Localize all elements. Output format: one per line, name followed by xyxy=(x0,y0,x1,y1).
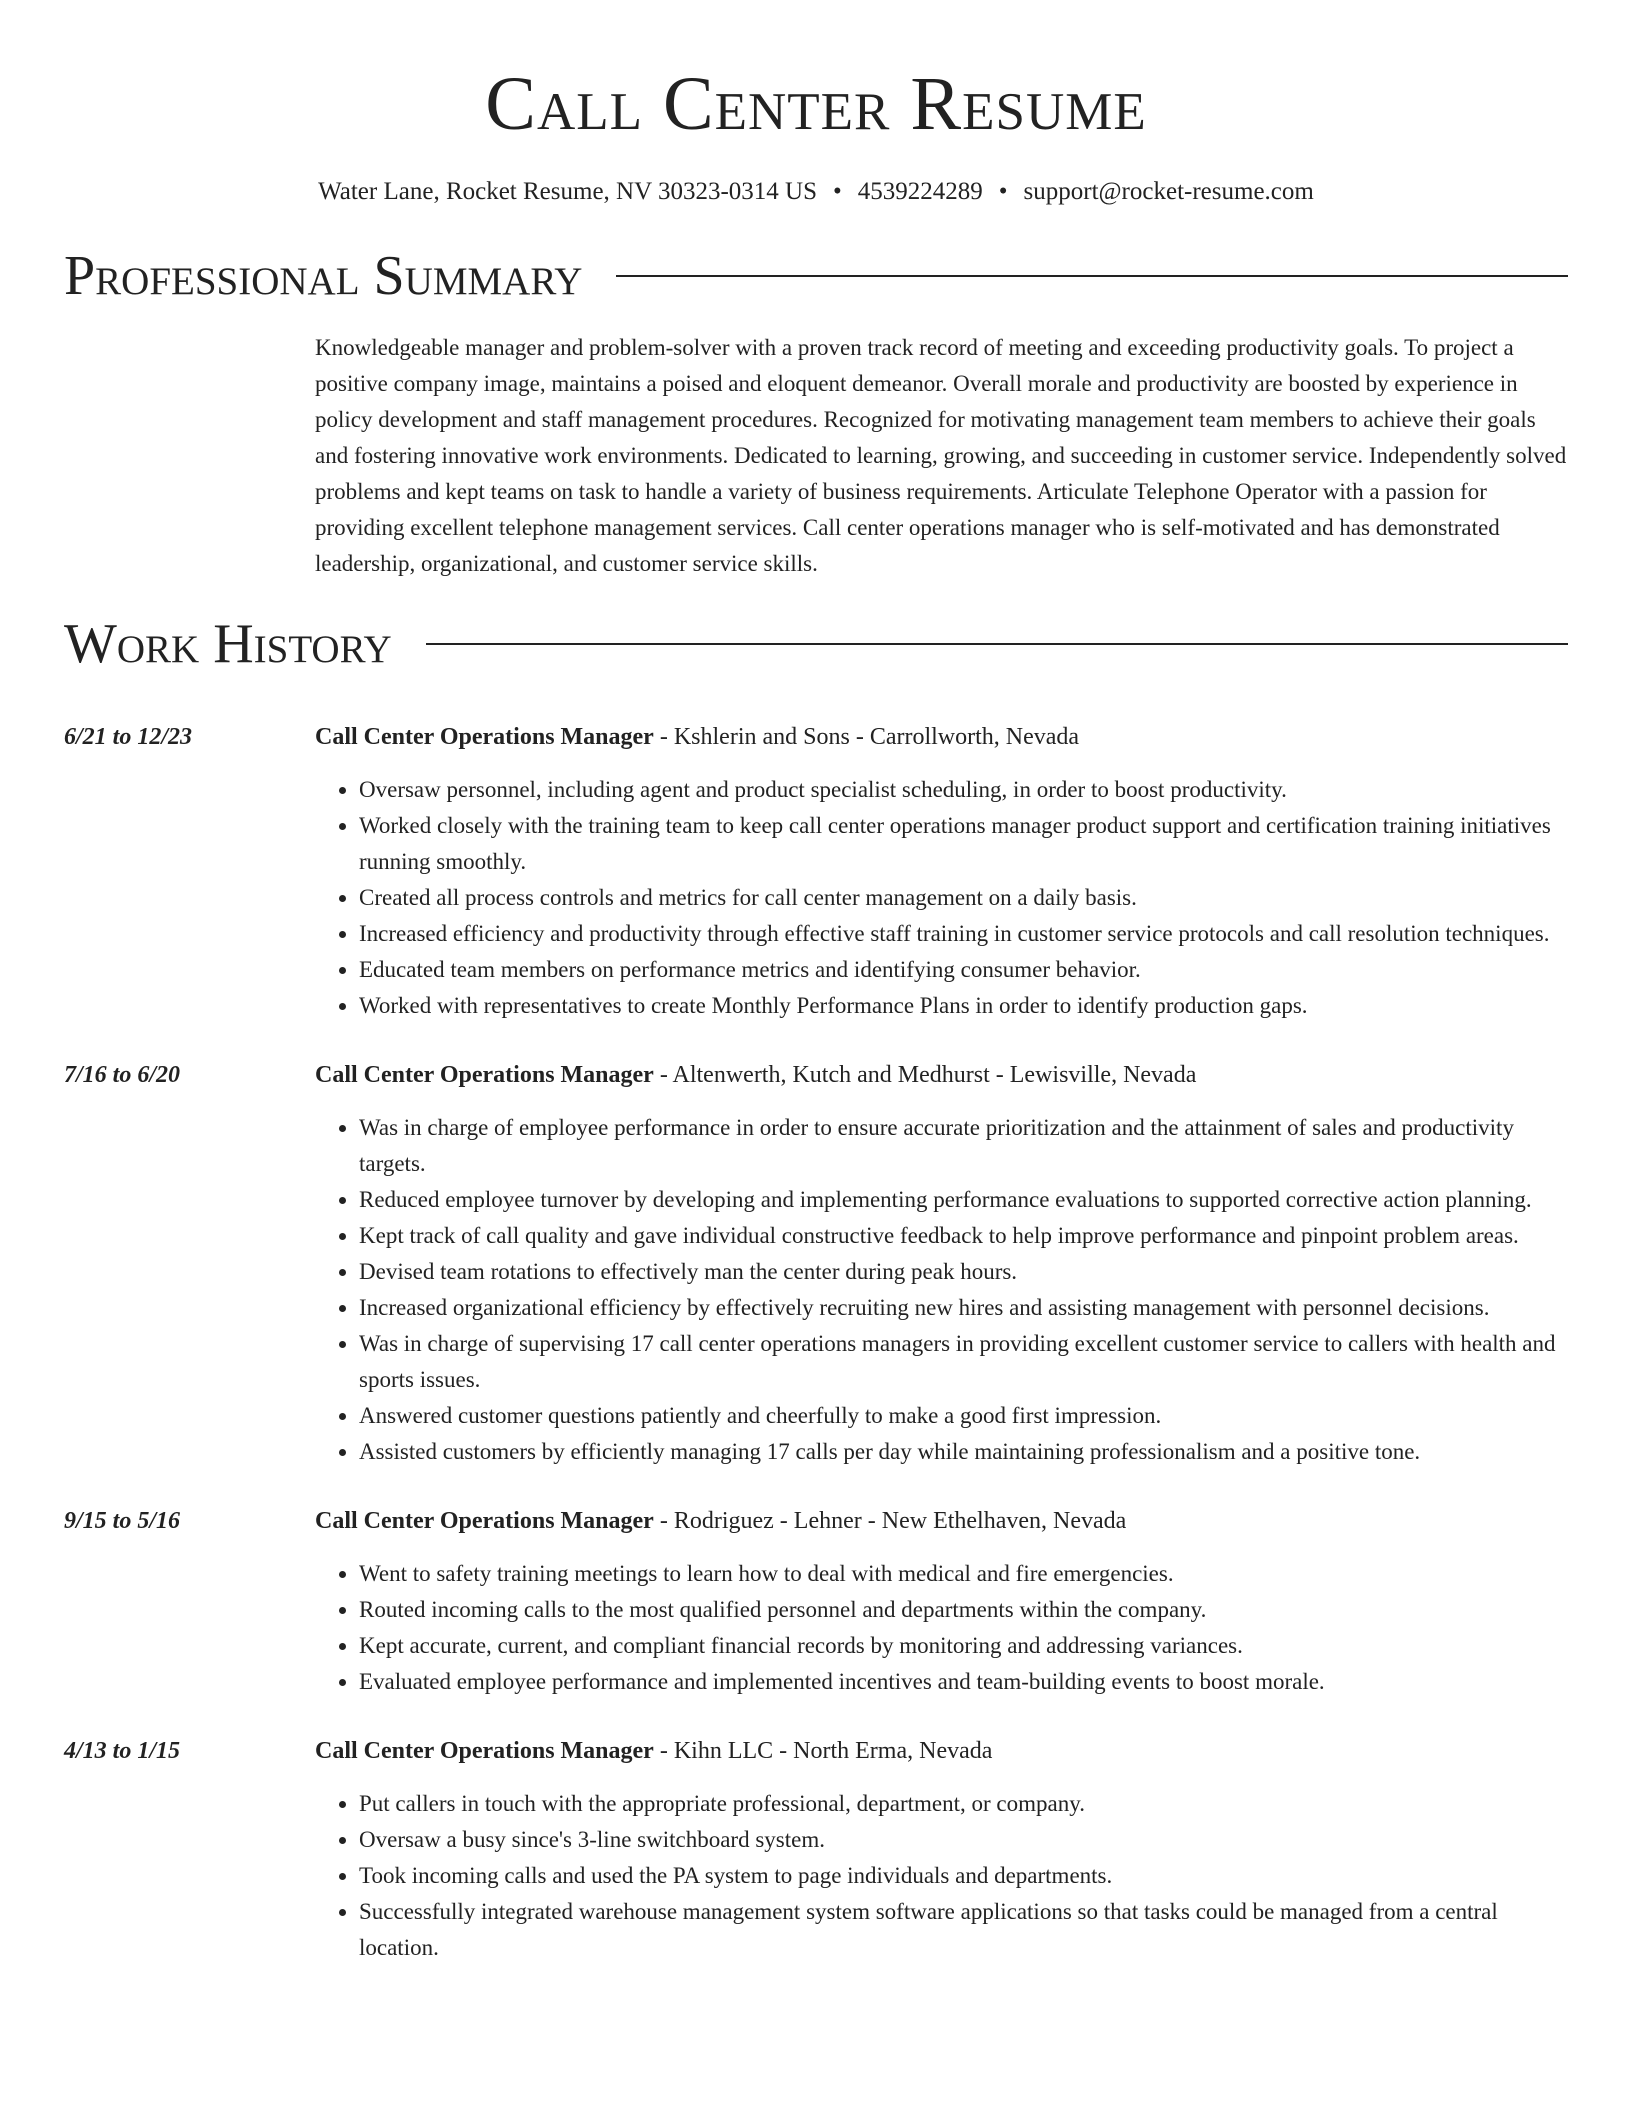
job-bullet: • Oversaw a busy since's 3-line switchboard system. xyxy=(359,1822,1568,1858)
job-body xyxy=(315,1058,1568,1470)
summary-section-header xyxy=(64,246,1568,306)
contact-phone: 4539224289 xyxy=(857,178,983,205)
contact-line xyxy=(64,176,1568,208)
job-body xyxy=(315,1504,1568,1700)
job-bullet: • Went to safety training meetings to learn how to deal with medical and fire emergencies. xyxy=(359,1556,1568,1592)
summary-text: Knowledgeable manager and problem-solver with a proven track record of meeting and exceeding productivity goals. To project a positive company image, maintains a poised and eloquent demeanor. Overall morale and productivity are boosted by experience in policy development and staff management procedures. Recognized for motivating management team members to achieve their goals and fostering innovative work environments. Dedicated to learning, growing, and succeeding in customer service. Independently solved problems and kept teams on task to handle a variety of business requirements. Articulate Telephone Operator with a passion for providing excellent telephone management services. Call center operations manager who is self-motivated and has demonstrated leadership, organizational, and customer service skills. xyxy=(315,335,1567,576)
job-entry xyxy=(64,1058,1568,1470)
job-bullet: • Reduced employee turnover by developing and implementing performance evaluations to supported corrective action planning. xyxy=(359,1182,1568,1218)
job-bullet: • Routed incoming calls to the most qualified personnel and departments within the company. xyxy=(359,1592,1568,1628)
job-bullet: • Evaluated employee performance and implemented incentives and team-building events to boost morale. xyxy=(359,1664,1568,1700)
job-title: Call Center Operations Manager xyxy=(315,1738,654,1764)
section-divider xyxy=(426,643,1568,645)
job-bullet: • Put callers in touch with the appropriate professional, department, or company. xyxy=(359,1786,1568,1822)
job-bullet: • Kept track of call quality and gave individual constructive feedback to help improve performance and pinpoint problem areas. xyxy=(359,1218,1568,1254)
job-bullet: • Successfully integrated warehouse management system software applications so that tasks could be managed from a central location. xyxy=(359,1894,1568,1966)
job-dates: 7/16 to 6/20 xyxy=(64,1062,181,1088)
summary-section-title: Professional Summary xyxy=(64,245,583,307)
job-bullet-list xyxy=(315,1786,1568,1966)
job-bullet-list xyxy=(315,772,1568,1024)
section-divider xyxy=(616,275,1568,277)
job-heading xyxy=(315,1504,1568,1538)
job-bullet: • Educated team members on performance metrics and identifying consumer behavior. xyxy=(359,952,1568,988)
job-company-location: - Kshlerin and Sons - Carrollworth, Nevada xyxy=(653,724,1080,750)
job-entry xyxy=(64,1734,1568,1966)
job-company-location: - Altenwerth, Kutch and Medhurst - Lewisville, Nevada xyxy=(653,1062,1197,1088)
job-bullet-list xyxy=(315,1556,1568,1700)
job-dates: 6/21 to 12/23 xyxy=(64,724,193,750)
job-body xyxy=(315,720,1568,1024)
job-dates: 9/15 to 5/16 xyxy=(64,1508,181,1534)
job-bullet: • Increased efficiency and productivity through effective staff training in customer service protocols and call resolution techniques. xyxy=(359,916,1568,952)
job-bullet: • Answered customer questions patiently and cheerfully to make a good first impression. xyxy=(359,1398,1568,1434)
job-heading xyxy=(315,1058,1568,1092)
job-bullet: • Kept accurate, current, and compliant financial records by monitoring and addressing variances. xyxy=(359,1628,1568,1664)
contact-separator: • xyxy=(833,178,842,205)
job-company-location: - Kihn LLC - North Erma, Nevada xyxy=(653,1738,993,1764)
job-title: Call Center Operations Manager xyxy=(315,1508,654,1534)
job-body xyxy=(315,1734,1568,1966)
contact-email: support@rocket-resume.com xyxy=(1023,178,1314,205)
resume-name: Call Center Resume xyxy=(485,62,1147,146)
job-bullet: • Was in charge of employee performance in order to ensure accurate prioritization and the attainment of sales and productivity targets. xyxy=(359,1110,1568,1182)
job-heading xyxy=(315,1734,1568,1768)
job-bullet: • Worked with representatives to create Monthly Performance Plans in order to identify production gaps. xyxy=(359,988,1568,1024)
job-bullet: • Oversaw personnel, including agent and product specialist scheduling, in order to boost productivity. xyxy=(359,772,1568,808)
resume-page xyxy=(64,0,1568,1966)
job-bullet: • Created all process controls and metrics for call center management on a daily basis. xyxy=(359,880,1568,916)
work-history-section-title: Work History xyxy=(64,613,392,675)
job-bullet: • Took incoming calls and used the PA system to page individuals and departments. xyxy=(359,1858,1568,1894)
job-entry xyxy=(64,720,1568,1024)
job-entry xyxy=(64,1504,1568,1700)
job-company-location: - Rodriguez - Lehner - New Ethelhaven, Nevada xyxy=(653,1508,1127,1534)
job-title: Call Center Operations Manager xyxy=(315,1062,654,1088)
job-heading xyxy=(315,720,1568,754)
contact-address: Water Lane, Rocket Resume, NV 30323-0314 US xyxy=(318,178,817,205)
job-list xyxy=(64,720,1568,1966)
contact-separator: • xyxy=(998,178,1008,205)
job-bullet: • Devised team rotations to effectively man the center during peak hours. xyxy=(359,1254,1568,1290)
job-title: Call Center Operations Manager xyxy=(315,724,654,750)
work-history-section-header xyxy=(64,614,1568,674)
job-dates: 4/13 to 1/15 xyxy=(64,1738,181,1764)
job-bullet: • Assisted customers by efficiently managing 17 calls per day while maintaining professionalism and a positive tone. xyxy=(359,1434,1568,1470)
job-bullet: • Worked closely with the training team to keep call center operations manager product support and certification training initiatives running smoothly. xyxy=(359,808,1568,880)
job-bullet: • Was in charge of supervising 17 call center operations managers in providing excellent customer service to callers with health and sports issues. xyxy=(359,1326,1568,1398)
job-bullet-list xyxy=(315,1110,1568,1470)
job-bullet: • Increased organizational efficiency by effectively recruiting new hires and assisting management with personnel decisions. xyxy=(359,1290,1568,1326)
